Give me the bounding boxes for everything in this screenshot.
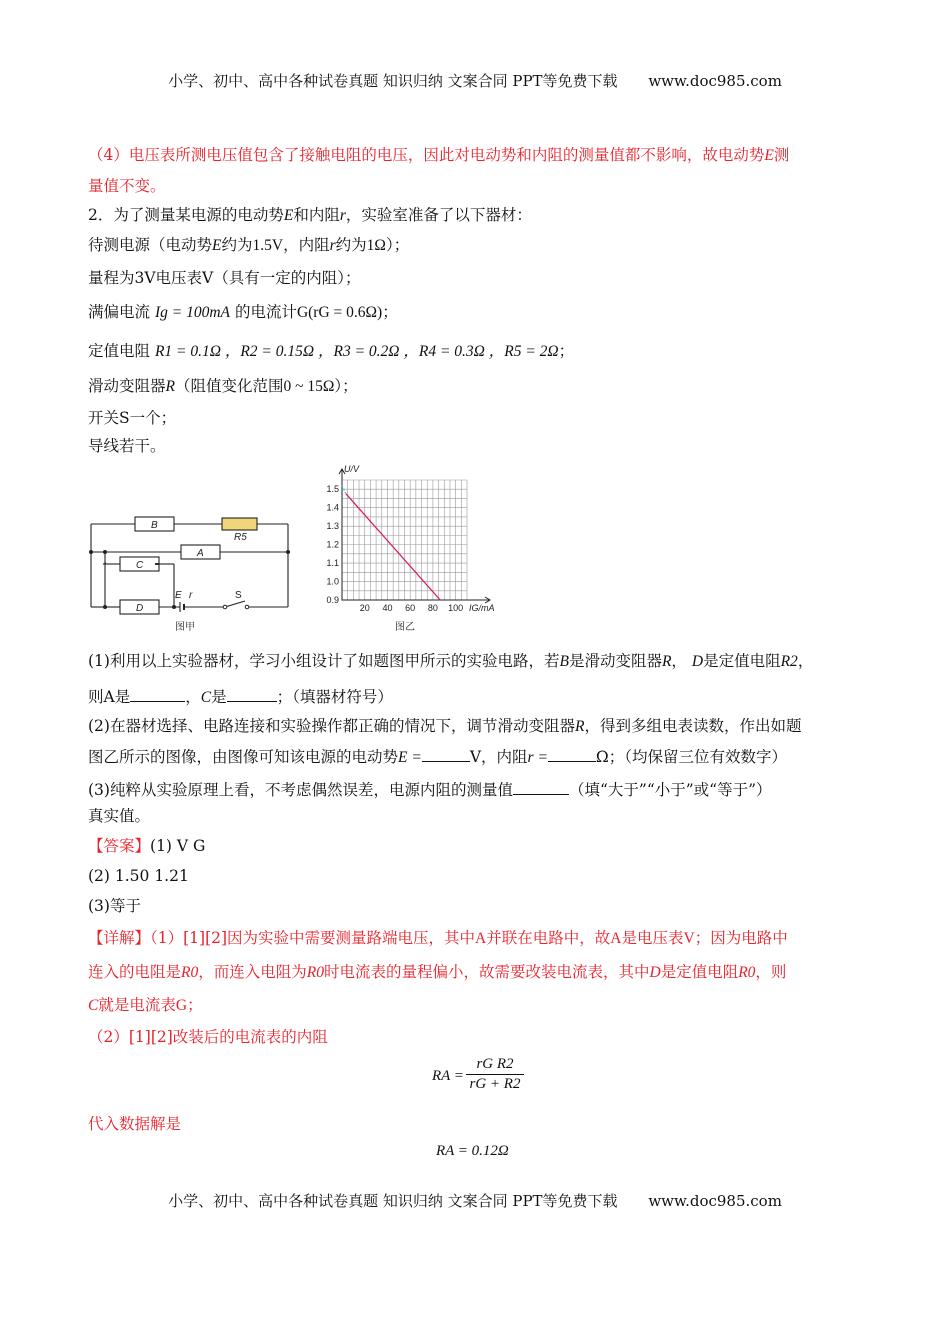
switch-contact [223,605,227,609]
answer-line1: 【答案】(1) V G [88,837,206,855]
detail-line4: （2）[1][2]改装后的电流表的内阻 [88,1028,328,1046]
label-D: D [136,603,144,614]
switch-contact [245,605,249,609]
page-header [0,70,950,91]
y-tick-label: 1.0 [326,576,339,587]
q2-item-resistors: 定值电阻 R1 = 0.1Ω ，R2 = 0.15Ω ，R3 = 0.2Ω ，R4 = 0.3Ω ，R5 = 2Ω； [88,342,575,360]
header-url[interactable]: www.doc985.com [648,72,782,90]
fig-a-caption: 图甲 [175,622,195,633]
y-tick-label: 1.1 [326,558,339,569]
part1-line2: 则A是 ，C是 ；（填器材符号） [88,688,393,706]
answer-blank-A[interactable] [130,686,185,702]
junction-dot [172,605,176,609]
x-tick-label: 20 [359,603,370,613]
header-text: 小学、初中、高中各种试卷真题 知识归纳 文案合同 PPT等免费下载 [168,72,618,90]
resistor-R5 [222,518,257,530]
q2-item-switch: 开关S一个； [88,409,177,427]
y-tick-label: 1.5 [326,484,339,495]
u-ig-chart [315,462,505,637]
detail-line3: C就是电流表G； [88,996,203,1014]
prev-item4-line1: （4）电压表所测电压值包含了接触电阻的电压，因此对电动势和内阻的测量值都不影响，故电动势E测 [88,146,790,164]
x-axis-label: IG/mA [469,603,495,613]
junction-dot [89,550,93,554]
x-tick-label: 60 [405,603,416,613]
fig-b-caption: 图乙 [395,622,415,633]
formula-ra-lhs: RA = [432,1068,464,1084]
part3-line2: 真实值。 [88,807,151,825]
q2-item-rheostat: 滑动变阻器R（阻值变化范围0 ~ 15Ω）； [88,377,358,395]
x-tick-label: 100 [448,603,464,613]
answer-line3: (3)等于 [88,897,141,915]
q2-item-wires: 导线若干。 [88,437,166,455]
part2-line1: (2)在器材选择、电路连接和实验操作都正确的情况下，调节滑动变阻器R，得到多组电表读数，作出如题 [88,717,802,735]
x-tick-label: 80 [427,603,438,613]
formula-ra-fraction [466,1056,524,1093]
q2-stem: 2．为了测量某电源的电动势E和内阻r，实验室准备了以下器材： [88,206,532,224]
y-tick-label: 1.2 [326,539,339,550]
answer-line2: (2) 1.50 1.21 [88,867,189,885]
y-tick-label: 0.9 [326,595,339,605]
q2-item-galvanometer: 满偏电流 Ig = 100mA 的电流计G(rG = 0.6Ω)； [88,303,398,321]
answer-blank-C[interactable] [227,686,277,702]
junction-dot [103,550,107,554]
detail-line1: 【详解】（1）[1][2]因为实验中需要测量路端电压，其中A并联在电路中，故A是电压表V；因为电路中 [88,929,788,947]
label-R5: R5 [234,532,247,543]
series-extension [342,486,346,494]
detail-line2: 连入的电阻是R0，而连入电阻为R0时电流表的量程偏小，故需要改装电流表，其中D是定值电阻R0，则 [88,963,787,981]
formula-numerator: rG R2 [476,1056,514,1072]
part3-line1: (3)纯粹从实验原理上看，不考虑偶然误差，电源内阻的测量值 （填“大于”“小于”或“等于”） [88,781,772,799]
y-tick-label: 1.4 [326,502,339,513]
junction-dot [286,550,290,554]
label-r: r [189,590,193,601]
label-S: S [235,590,242,601]
answer-blank-E[interactable] [422,746,470,762]
fraction-bar [466,1074,524,1075]
detail-line5: 代入数据解是 [88,1115,182,1133]
part2-line2: 图乙所示的图像，由图像可知该电源的电动势E = V，内阻r = Ω；（均保留三位有效数字） [88,748,788,766]
prev-item4-line2: 量值不变。 [88,177,166,195]
q2-item-voltmeter: 量程为3V电压表V（具有一定的内阻）； [88,269,361,287]
circuit-diagram [85,500,300,640]
q2-item-source: 待测电源（电动势E约为1.5V，内阻r约为1Ω）； [88,236,410,254]
switch-blade [225,601,245,607]
formula-denominator: rG + R2 [469,1076,521,1092]
answer-blank-r[interactable] [548,746,596,762]
label-B: B [151,520,158,531]
label-A: A [197,548,204,559]
x-tick-label: 40 [382,603,393,613]
label-C: C [136,560,144,571]
part1-line1: (1)利用以上实验器材，学习小组设计了如题图甲所示的实验电路，若B是滑动变阻器R， D是定值电阻R2， [88,652,814,670]
page-footer [0,1190,950,1211]
footer-text: 小学、初中、高中各种试卷真题 知识归纳 文案合同 PPT等免费下载 [168,1192,618,1210]
junction-dot [103,605,107,609]
footer-url[interactable]: www.doc985.com [648,1192,782,1210]
y-axis-label: U/V [344,464,360,474]
answer-blank-compare[interactable] [513,779,569,795]
label-E: E [175,590,182,601]
formula-ra-value: RA = 0.12Ω [436,1143,509,1159]
y-tick-label: 1.3 [326,521,339,532]
